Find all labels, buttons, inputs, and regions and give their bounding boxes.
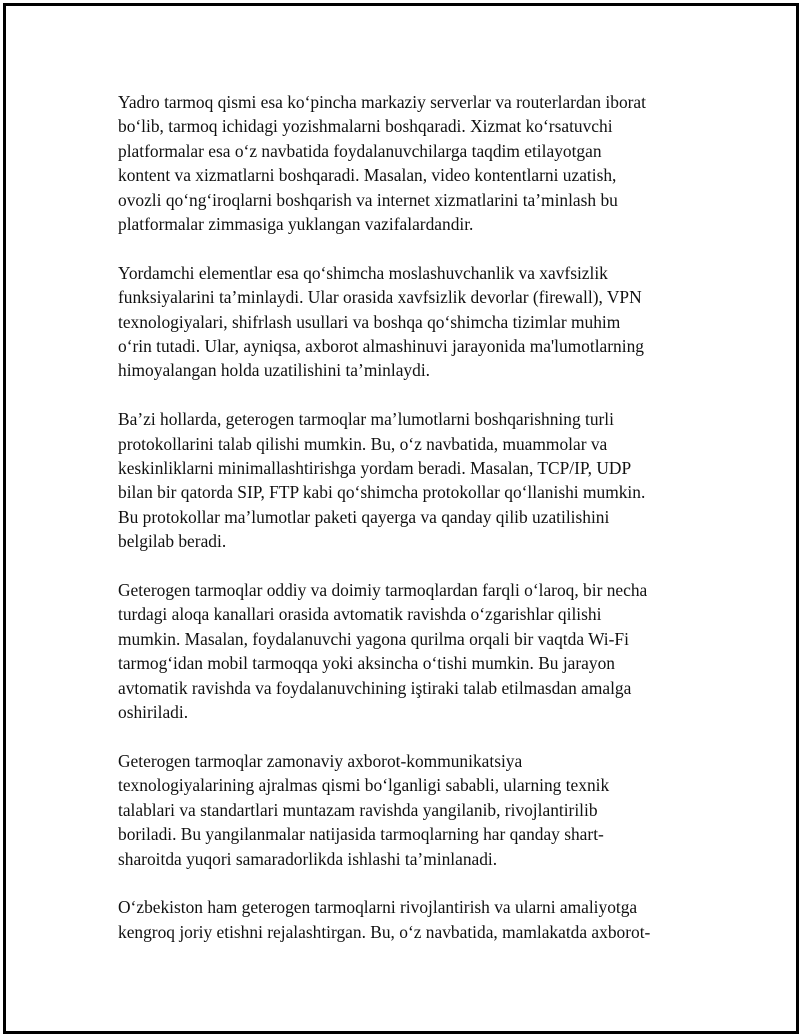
document-body bbox=[118, 90, 688, 969]
text-line: himoyalangan holda uzatilishini taʼminlaydi. bbox=[118, 360, 430, 381]
text-line: bilan bir qatorda SIP, FTP kabi qoʻshimcha protokollar qoʻllanishi mumkin. bbox=[118, 482, 646, 503]
text-line: texnologiyalarining ajralmas qismi boʻlganligi sababli, ularning texnik bbox=[118, 775, 610, 796]
paragraph-5 bbox=[118, 749, 688, 871]
text-line: ovozli qoʻngʻiroqlarni boshqarish va internet xizmatlarini taʼminlash bu bbox=[118, 189, 618, 210]
text-line: boriladi. Bu yangilanmalar natijasida tarmoqlarning har qanday shart- bbox=[118, 824, 604, 845]
text-line: mumkin. Masalan, foydalanuvchi yagona qurilma orqali bir vaqtda Wi-Fi bbox=[118, 628, 629, 649]
paragraph-3 bbox=[118, 407, 688, 553]
paragraph-4 bbox=[118, 578, 688, 724]
text-line: oʻrin tutadi. Ular, ayniqsa, axborot almashinuvi jarayonida ma'lumotlarning bbox=[118, 336, 644, 357]
text-line: boʻlib, tarmoq ichidagi yozishmalarni boshqaradi. Xizmat koʻrsatuvchi bbox=[118, 116, 613, 137]
text-line: Geterogen tarmoqlar oddiy va doimiy tarmoqlardan farqli oʻlaroq, bir necha bbox=[118, 580, 648, 601]
text-line: funksiyalarini taʼminlaydi. Ular orasida xavfsizlik devorlar (firewall), VPN bbox=[118, 287, 642, 308]
text-line: Geterogen tarmoqlar zamonaviy axborot-kommunikatsiya bbox=[118, 750, 523, 771]
text-line: Yordamchi elementlar esa qoʻshimcha moslashuvchanlik va xavfsizlik bbox=[118, 262, 608, 283]
text-line: keskinliklarni minimallashtirishga yordam beradi. Masalan, TCP/IP, UDP bbox=[118, 458, 632, 479]
text-line: platformalar esa oʻz navbatida foydalanuvchilarga taqdim etilayotgan bbox=[118, 140, 602, 161]
text-line: sharoitda yuqori samaradorlikda ishlashi taʼminlanadi. bbox=[118, 848, 498, 869]
text-line: kengroq joriy etishni rejalashtirgan. Bu, oʻz navbatida, mamlakatda axborot- bbox=[118, 921, 651, 942]
text-line: Yadro tarmoq qismi esa koʻpincha markaziy serverlar va routerlardan iborat bbox=[118, 92, 646, 112]
text-line: texnologiyalari, shifrlash usullari va boshqa qoʻshimcha tizimlar muhim bbox=[118, 311, 621, 332]
paragraph-1 bbox=[118, 90, 688, 236]
text-line: Bu protokollar maʼlumotlar paketi qayerga va qanday qilib uzatilishini bbox=[118, 506, 610, 527]
text-line: Oʻzbekiston ham geterogen tarmoqlarni rivojlantirish va ularni amaliyotga bbox=[118, 897, 638, 918]
text-line: tarmogʻidan mobil tarmoqqa yoki aksincha oʻtishi mumkin. Bu jarayon bbox=[118, 653, 615, 674]
text-line: belgilab beradi. bbox=[118, 531, 227, 552]
text-line: protokollarini talab qilishi mumkin. Bu, oʻz navbatida, muammolar va bbox=[118, 433, 608, 454]
paragraph-2 bbox=[118, 261, 688, 383]
text-line: platformalar zimmasiga yuklangan vazifalardandir. bbox=[118, 214, 474, 235]
text-line: turdagi aloqa kanallari orasida avtomatik ravishda oʻzgarishlar qilishi bbox=[118, 604, 602, 625]
text-line: Baʼzi hollarda, geterogen tarmoqlar maʼlumotlarni boshqarishning turli bbox=[118, 409, 614, 430]
text-line: talablari va standartlari muntazam ravishda yangilanib, rivojlantirilib bbox=[118, 799, 598, 820]
text-line: avtomatik ravishda va foydalanuvchining iştiraki talab etilmasdan amalga bbox=[118, 677, 632, 698]
paragraph-6 bbox=[118, 895, 688, 944]
text-line: kontent va xizmatlarni boshqaradi. Masalan, video kontentlarni uzatish, bbox=[118, 165, 617, 186]
text-line: oshiriladi. bbox=[118, 702, 189, 723]
